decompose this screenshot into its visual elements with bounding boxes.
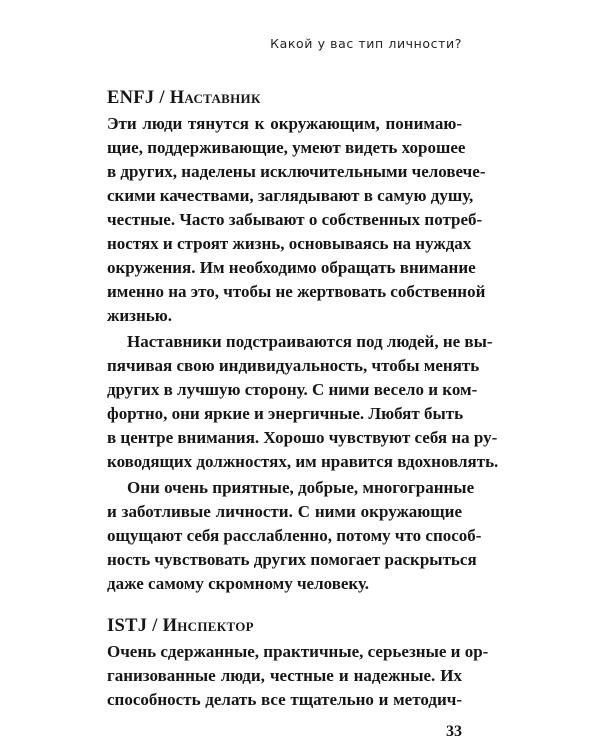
text-line: в других, наделены исключительными человече- — [107, 162, 486, 181]
paragraph — [107, 640, 489, 712]
text-line: ность чувствовать других помогает раскрыться — [107, 550, 477, 569]
text-line: Они очень приятные, добрые, многогранные — [127, 478, 475, 497]
text-line: скими качествами, заглядывают в самую душу, — [107, 186, 474, 205]
text-line: в центре внимания. Хорошо чувствуют себя на ру- — [107, 428, 498, 447]
text-line: ощущают себя расслабленно, потому что способ- — [107, 526, 482, 545]
text-line: и заботливые личности. С ними окружающие — [107, 502, 462, 521]
section-heading: ISTJ / Инспектор — [107, 616, 254, 636]
section-enfj — [107, 84, 499, 596]
section-heading: ENFJ / Наставник — [107, 88, 261, 108]
text-line: пячивая свою индивидуальность, чтобы менять — [107, 356, 480, 375]
text-line: Эти люди тянутся к окружающим, понимаю- — [107, 114, 462, 133]
text-line: даже самому скромному человеку. — [107, 574, 370, 593]
text-line: ганизованные люди, честные и надежные. Их — [107, 666, 462, 685]
paragraph — [107, 476, 482, 596]
text-line: именно на это, чтобы не жертвовать собственной — [107, 282, 486, 301]
running-header: Какой у вас тип личности? — [270, 36, 462, 51]
text-line: честные. Часто забывают о собственных потреб- — [107, 210, 483, 229]
page-number: 33 — [446, 723, 462, 740]
paragraph — [107, 330, 499, 474]
text-line: щие, поддерживающие, умеют видеть хорошее — [107, 138, 466, 157]
text-line: окружения. Им необходимо обращать внимание — [107, 258, 476, 277]
paragraph — [107, 112, 486, 328]
text-line: Очень сдержанные, практичные, серьезные и ор- — [107, 642, 489, 661]
text-line: других в лучшую сторону. С ними весело и ком- — [107, 380, 478, 399]
section-istj — [107, 612, 489, 712]
text-line: жизнью. — [107, 306, 172, 325]
text-line: ностях и строят жизнь, основываясь на нуждах — [107, 234, 472, 253]
text-line: фортно, они яркие и энергичные. Любят быть — [107, 404, 464, 423]
text-line: ководящих должностях, им нравится вдохновлять. — [107, 452, 499, 471]
text-line: способность делать все тщательно и методич- — [107, 690, 462, 709]
text-line: Наставники подстраиваются под людей, не вы- — [127, 332, 493, 351]
